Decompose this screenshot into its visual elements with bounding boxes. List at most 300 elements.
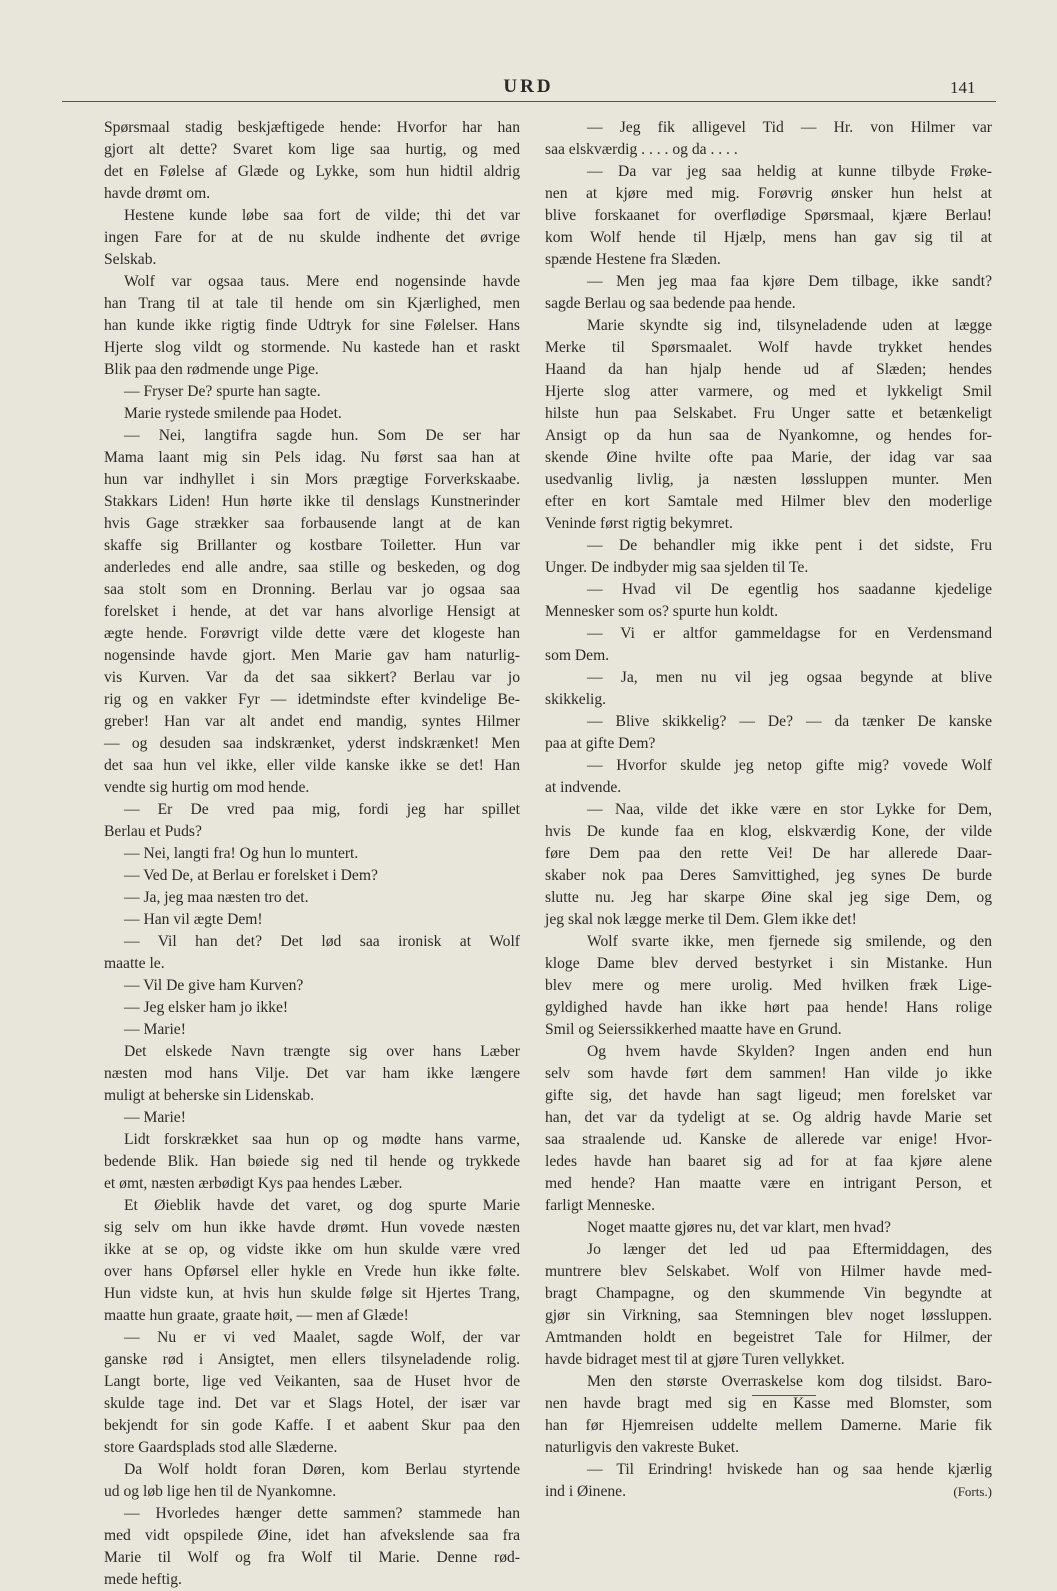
- text-line-content: — Blive skikkelig? — De? — da tænker De kanske: [587, 713, 992, 730]
- text-line: [104, 535, 520, 557]
- text-line: [545, 733, 992, 755]
- text-line: [104, 645, 520, 667]
- text-line: [104, 1415, 520, 1437]
- text-line: [104, 1129, 520, 1151]
- text-line-content: ind i Øinene.: [545, 1483, 626, 1500]
- text-line-content: Men den største Overraskelse kom dog tilsidst. Baro-: [587, 1373, 992, 1390]
- text-line-content: Langt borte, lige ved Veikanten, saa de Huset hvor de: [104, 1373, 520, 1390]
- paragraph: [104, 1129, 520, 1195]
- text-line: [545, 1349, 992, 1371]
- text-line-content: muligt at beherske sin Lidenskab.: [104, 1087, 315, 1104]
- paragraph: [104, 865, 520, 887]
- paragraph: [104, 1459, 520, 1503]
- text-line: [545, 425, 992, 447]
- paragraph: [104, 799, 520, 843]
- text-line-content: — Fryser De? spurte han sagte.: [124, 383, 321, 400]
- text-line-content: Marie til Wolf og fra Wolf til Marie. Denne rød-: [104, 1549, 520, 1566]
- text-line: [104, 1481, 520, 1503]
- text-line-content: rig og en vakker Fyr — idetmindste efter kvindelige Be-: [104, 691, 520, 708]
- text-line-content: saa stolt som en Dronning. Berlau var jo ogsaa saa: [104, 581, 520, 598]
- text-line: [545, 1393, 992, 1415]
- text-line: [104, 1327, 520, 1349]
- text-line: [545, 469, 992, 491]
- text-line-content: havde drømt om.: [104, 185, 211, 202]
- text-line-content: gyldighed havde han ikke hørt paa hende! Hans rolige: [545, 999, 992, 1016]
- text-line: [104, 1525, 520, 1547]
- text-line-content: — Vil De give ham Kurven?: [124, 977, 304, 994]
- text-line-content: ægte hende. Forøvrigt vilde dette være det klogeste han: [104, 625, 520, 642]
- paragraph: [104, 887, 520, 909]
- text-line: [545, 161, 992, 183]
- paragraph: [104, 1195, 520, 1327]
- text-line-content: Hun vidste kun, at hvis hun skulde følge sit Hjertes Trang,: [104, 1285, 520, 1302]
- text-line: [104, 425, 520, 447]
- text-line-content: Berlau et Puds?: [104, 823, 202, 840]
- text-line: [104, 623, 520, 645]
- text-line-content: Noget maatte gjøres nu, det var klart, men hvad?: [587, 1219, 891, 1236]
- text-line-content: over hans Opførsel eller hykle en Vrede hun ikke følte.: [104, 1263, 520, 1280]
- text-line: [104, 1503, 520, 1525]
- text-line: [104, 579, 520, 601]
- text-line: [104, 865, 520, 887]
- text-line-content: han kunde ikke rigtig finde Udtryk for sine Følelser. Hans: [104, 317, 520, 334]
- text-line: [545, 205, 992, 227]
- text-line-content: næsten mod hans Vilje. Det var ham ikke længere: [104, 1065, 520, 1082]
- text-line-content: greber! Han var alt andet end mandig, syntes Hilmer: [104, 713, 520, 730]
- text-line: [545, 557, 992, 579]
- text-line-content: — Da var jeg saa heldig at kunne tilbyde Frøke-: [587, 163, 992, 180]
- text-column-right: [545, 117, 992, 1503]
- text-line-content: han, det var da tydeligt at se. Og aldrig havde Marie set: [545, 1109, 992, 1126]
- text-line-content: bragt Champagne, og den skummende Vin begyndte at: [545, 1285, 992, 1302]
- paragraph: [104, 931, 520, 975]
- text-line-content: saa straalende ud. Kanske de allerede var enige! Hvor-: [545, 1131, 992, 1148]
- text-line: [545, 711, 992, 733]
- text-line: [104, 909, 520, 931]
- text-line-content: — Ved De, at Berlau er forelsket i Dem?: [124, 867, 378, 884]
- paragraph: [545, 315, 992, 535]
- text-line: [545, 1305, 992, 1327]
- text-line-content: ledes havde han baaret sig ad for at faa kjøre alene: [545, 1153, 992, 1170]
- text-line: [104, 689, 520, 711]
- text-line-content: — Er De vred paa mig, fordi jeg har spillet: [124, 801, 520, 818]
- text-line-content: slutte nu. Jeg har skarpe Øine skal jeg sige Dem, og: [545, 889, 992, 906]
- paragraph: [545, 1239, 992, 1371]
- paragraph: [104, 975, 520, 997]
- paragraph: [545, 623, 992, 667]
- text-line: [104, 183, 520, 205]
- text-line-content: Smil og Seierssikkerhed maatte have en Grund.: [545, 1021, 842, 1038]
- text-line-content: Veninde først rigtig bekymret.: [545, 515, 733, 532]
- paragraph: [545, 1217, 992, 1239]
- text-line-content: føre Dem paa den rette Vei! De har allerede Daar-: [545, 845, 992, 862]
- text-line: [104, 447, 520, 469]
- text-line: [104, 359, 520, 381]
- text-line: [104, 1063, 520, 1085]
- text-line: [104, 887, 520, 909]
- text-line-content: usedvanlig livlig, ja næsten løssluppen munter. Men: [545, 471, 992, 488]
- text-line-content: Lidt forskrækket saa hun op og mødte hans varme,: [124, 1131, 520, 1148]
- text-line-content: — Men jeg maa faa kjøre Dem tilbage, ikke sandt?: [587, 273, 992, 290]
- text-line-content: farligt Menneske.: [545, 1197, 655, 1214]
- text-line: [104, 1041, 520, 1063]
- paragraph: [545, 271, 992, 315]
- text-line: [104, 601, 520, 623]
- text-line-content: han Trang til at tale til hende om sin Kjærlighed, men: [104, 295, 520, 312]
- text-line: [545, 1195, 992, 1217]
- text-line-content: at indvende.: [545, 779, 622, 796]
- text-line: [545, 271, 992, 293]
- text-line: [104, 293, 520, 315]
- text-line-content: Og hvem havde Skylden? Ingen anden end hun: [587, 1043, 992, 1060]
- text-line: [104, 315, 520, 337]
- text-line: [545, 1129, 992, 1151]
- text-line-content: Mennesker som os? spurte hun koldt.: [545, 603, 779, 620]
- text-line-content: — Vi er altfor gammeldagse for en Verdensmand: [587, 625, 992, 642]
- text-line: [545, 931, 992, 953]
- page-number: 141: [950, 78, 976, 97]
- text-line-content: hun var indhyllet i sin Mors prægtige Forverkskaabe.: [104, 471, 520, 488]
- text-line-content: — Vil han det? Det lød saa ironisk at Wolf: [124, 933, 520, 950]
- text-line-content: Amtmanden holdt en begeistret Tale for Hilmer, der: [545, 1329, 992, 1346]
- text-line-content: Unger. De indbyder mig saa sjelden til Te.: [545, 559, 809, 576]
- text-line: [104, 1019, 520, 1041]
- text-line: [545, 183, 992, 205]
- text-line: [104, 1393, 520, 1415]
- text-line: [545, 1107, 992, 1129]
- text-line-content: vis Kurven. Var da det saa sikkert? Berlau var jo: [104, 669, 520, 686]
- text-column-left: [104, 117, 520, 1591]
- text-line-content: med hende? Han maatte være en intrigant Person, et: [545, 1175, 992, 1192]
- text-line: [545, 799, 992, 821]
- text-line: [104, 205, 520, 227]
- text-line: [545, 1063, 992, 1085]
- text-line: [545, 117, 992, 139]
- text-line-content: spænde Hestene fra Slæden.: [545, 251, 721, 268]
- paragraph: [104, 843, 520, 865]
- paragraph: [545, 579, 992, 623]
- text-line: [545, 1019, 992, 1041]
- text-line-content: — Marie!: [124, 1109, 186, 1126]
- text-line-content: nen at kjøre med mig. Forøvrig ønsker hun helst at: [545, 185, 992, 202]
- text-line: [104, 755, 520, 777]
- text-line-content: skaffe sig Brillanter og kostbare Toiletter. Hun var: [104, 537, 520, 554]
- text-line-content: Jo længer det led ud paa Eftermiddagen, des: [587, 1241, 992, 1258]
- text-line: [545, 909, 992, 931]
- text-line: [104, 931, 520, 953]
- text-line: [104, 513, 520, 535]
- text-line: [545, 513, 992, 535]
- text-line-content: ikke at se op, og vidste ikke om hun skulde være vred: [104, 1241, 520, 1258]
- text-line: [104, 799, 520, 821]
- text-line: [104, 1547, 520, 1569]
- text-line-content: skikkelig.: [545, 691, 607, 708]
- text-line: [104, 1349, 520, 1371]
- paragraph: [104, 403, 520, 425]
- text-line-content: Merke til Spørsmaalet. Wolf havde trykket hendes: [545, 339, 992, 356]
- text-line: [545, 535, 992, 557]
- text-line: [104, 1085, 520, 1107]
- text-line: [104, 1437, 520, 1459]
- text-line: [104, 337, 520, 359]
- text-line-content: — Jeg fik alligevel Tid — Hr. von Hilmer var: [587, 119, 992, 136]
- text-line: [104, 975, 520, 997]
- text-line: [104, 821, 520, 843]
- text-line-content: — De behandler mig ikke pent i det sidste, Fru: [587, 537, 992, 554]
- text-line: [545, 403, 992, 425]
- text-line-content: kom Wolf hende til Hjælp, mens han gav sig til at: [545, 229, 992, 246]
- text-line-content: Da Wolf holdt foran Døren, kom Berlau styrtende: [124, 1461, 520, 1478]
- text-line: [104, 491, 520, 513]
- text-line-content: maatte le.: [104, 955, 165, 972]
- text-line: [104, 1261, 520, 1283]
- text-line-content: ganske rød i Ansigtet, men ellers tilsyneladende rolig.: [104, 1351, 520, 1368]
- text-line-content: anderledes end alle andre, saa stille og beskeden, og dog: [104, 559, 520, 576]
- text-line-content: bekjendt for sin gode Kaffe. I et aabent Skur paa den: [104, 1417, 520, 1434]
- text-line: [104, 953, 520, 975]
- text-line-content: sagde Berlau og saa bedende paa hende.: [545, 295, 796, 312]
- text-line-content: muntrere blev Selskabet. Wolf von Hilmer havde med-: [545, 1263, 992, 1280]
- text-line: [545, 447, 992, 469]
- text-line-content: Selskab.: [104, 251, 157, 268]
- text-line-content: med vidt opspilede Øine, idet han afvekslende saa fra: [104, 1527, 520, 1544]
- text-line-content: som Dem.: [545, 647, 610, 664]
- text-line: [104, 469, 520, 491]
- paragraph: [545, 1459, 992, 1503]
- text-line-content: Marie skyndte sig ind, tilsyneladende uden at lægge: [587, 317, 992, 334]
- text-line-content: det saa hun vel ikke, eller vilde kanske ikke se det! Han: [104, 757, 520, 774]
- paragraph: [104, 425, 520, 799]
- text-line: [104, 557, 520, 579]
- text-line-content: Hestene kunde løbe saa fort de vilde; thi det var: [124, 207, 520, 224]
- text-line: [104, 1283, 520, 1305]
- text-line-content: naturligvis den vakreste Buket.: [545, 1439, 740, 1456]
- paragraph: [104, 1107, 520, 1129]
- text-line-content: blev mere og mere urolig. Med hvilken fræk Lige-: [545, 977, 992, 994]
- text-line: [104, 139, 520, 161]
- text-line-content: havde bidraget mest til at gjøre Turen vellykket.: [545, 1351, 845, 1368]
- text-line-content: sig selv om hun ikke havde drømt. Hun vovede næsten: [104, 1219, 520, 1236]
- text-line-content: blive forskaanet for overflødige Spørsmaal, kjære Berlau!: [545, 207, 992, 224]
- text-line-content: ingen Fare for at de nu skulde indhente det øvrige: [104, 229, 520, 246]
- paragraph: [104, 271, 520, 381]
- text-line-content: skaber nok paa Deres Samvittighed, jeg synes De burde: [545, 867, 992, 884]
- text-line-content: — Naa, vilde det ikke være en stor Lykke for Dem,: [587, 801, 992, 818]
- paragraph: [545, 755, 992, 799]
- paragraph: [545, 1371, 992, 1459]
- text-line-content: Hjerte slog atter varmere, og med et lykkeligt Smil: [545, 383, 992, 400]
- text-line-content: Wolf svarte ikke, men fjernede sig smilende, og den: [587, 933, 992, 950]
- text-line: [545, 645, 992, 667]
- paragraph: [104, 117, 520, 205]
- text-line: [104, 1151, 520, 1173]
- text-line: [545, 1327, 992, 1349]
- text-line-content: et ømt, næsten ærbødigt Kys paa hendes Læber.: [104, 1175, 403, 1192]
- text-line-content: — og desuden saa indskrænket, yderst indskrænket! Men: [104, 735, 520, 752]
- text-line-content: efter en kort Samtale med Hilmer blev den moderlige: [545, 493, 992, 510]
- text-line-content: vendte sig hurtig om mod hende.: [104, 779, 310, 796]
- text-line-content: saa elskværdig . . . . og da . . . .: [545, 141, 738, 158]
- text-line-content: — Nei, langti fra! Og hun lo muntert.: [124, 845, 359, 862]
- paragraph: [545, 161, 992, 271]
- text-line: [104, 1217, 520, 1239]
- text-line: [545, 1041, 992, 1063]
- paragraph: [545, 799, 992, 931]
- text-line: [545, 491, 992, 513]
- text-line: [545, 997, 992, 1019]
- text-line-content: skulde tage ind. Det var et Slags Hotel, der især var: [104, 1395, 520, 1412]
- text-line: [545, 953, 992, 975]
- text-line-content: store Gaardsplads stod alle Slæderne.: [104, 1439, 338, 1456]
- text-line-content: nen havde bragt med sig en Kasse med Blomster, som: [545, 1395, 992, 1412]
- text-line: [545, 1239, 992, 1261]
- text-line-content: — Hvorfor skulde jeg netop gifte mig? vovede Wolf: [587, 757, 992, 774]
- paragraph: [545, 711, 992, 755]
- text-line-content: maatte hun graate, graate høit, — men af Glæde!: [104, 1307, 409, 1324]
- text-line: [545, 865, 992, 887]
- text-line: [545, 1151, 992, 1173]
- text-line-content: selv som havde ført dem sammen! Han vilde jo ikke: [545, 1065, 992, 1082]
- text-line-content: Wolf var ogsaa taus. Mere end nogensinde havde: [124, 273, 520, 290]
- text-line-content: Mama laant mig sin Pels idag. Nu først saa han at: [104, 449, 520, 466]
- text-line: [545, 887, 992, 909]
- text-line: [545, 293, 992, 315]
- text-line-content: jeg skal nok lægge merke til Dem. Glem ikke det!: [545, 911, 857, 928]
- text-line: [104, 843, 520, 865]
- text-line: [104, 1305, 520, 1327]
- paragraph: [545, 1041, 992, 1217]
- text-line: [104, 997, 520, 1019]
- text-line: [545, 1481, 992, 1503]
- paragraph: [104, 1019, 520, 1041]
- text-line-content: Blik paa den rødmende unge Pige.: [104, 361, 319, 378]
- text-line: [104, 1107, 520, 1129]
- text-line: [545, 1371, 992, 1393]
- text-line-content: Det elskede Navn trængte sig over hans Læber: [124, 1043, 520, 1060]
- text-line: [545, 1283, 992, 1305]
- text-line-content: han før Hjemreisen uddelte mellem Damerne. Marie fik: [545, 1417, 992, 1434]
- paragraph: [104, 1327, 520, 1459]
- text-line: [545, 843, 992, 865]
- text-line-content: nogensinde havde gjort. Men Marie gav ham naturlig-: [104, 647, 520, 664]
- text-line: [104, 249, 520, 271]
- text-line: [545, 1217, 992, 1239]
- text-line-content: gjør sin Virkning, saa Stemningen blev noget løssluppen.: [545, 1307, 992, 1324]
- text-line-content: ud og løb lige hen til de Nyankomne.: [104, 1483, 337, 1500]
- text-line-content: gifte sig, det havde han sagt ligeud; men forelsket var: [545, 1087, 992, 1104]
- text-line: [104, 1459, 520, 1481]
- text-line: [545, 337, 992, 359]
- paragraph: [104, 381, 520, 403]
- paragraph: [104, 909, 520, 931]
- paragraph: [545, 667, 992, 711]
- text-line-content: — Ja, jeg maa næsten tro det.: [124, 889, 309, 906]
- text-line: [545, 1261, 992, 1283]
- text-line-content: — Til Erindring! hviskede han og saa hende kjærlig: [587, 1461, 992, 1478]
- text-line: [545, 755, 992, 777]
- text-line: [104, 1569, 520, 1591]
- text-line: [545, 1437, 992, 1459]
- text-line: [545, 315, 992, 337]
- text-line-content: paa at gifte Dem?: [545, 735, 656, 752]
- text-line-content: — Marie!: [124, 1021, 186, 1038]
- text-line-content: hilste hun paa Selskabet. Fru Unger satte et betænkeligt: [545, 405, 992, 422]
- text-line: [104, 711, 520, 733]
- text-line: [104, 1195, 520, 1217]
- text-line-content: — Nei, langtifra sagde hun. Som De ser har: [124, 427, 520, 444]
- text-line: [545, 601, 992, 623]
- paragraph: [545, 535, 992, 579]
- text-line-content: Et Øieblik havde det varet, og dog spurte Marie: [124, 1197, 520, 1214]
- paragraph: [104, 205, 520, 271]
- text-line: [104, 117, 520, 139]
- text-line-content: det en Følelse af Glæde og Lykke, som hun hidtil aldrig: [104, 163, 520, 180]
- text-line-content: bedende Blik. Han bøiede sig ned til hende og trykkede: [104, 1153, 520, 1170]
- text-line-content: Spørsmaal stadig beskjæftigede hende: Hvorfor har han: [104, 119, 520, 136]
- text-line-content: — Ja, men nu vil jeg ogsaa begynde at blive: [587, 669, 992, 686]
- text-line-content: — Nu er vi ved Maalet, sagde Wolf, der var: [124, 1329, 520, 1346]
- text-line-content: skende Øine hvilte ofte paa Marie, der idag var saa: [545, 449, 992, 466]
- text-line: [545, 381, 992, 403]
- text-line: [545, 1173, 992, 1195]
- text-line: [104, 1173, 520, 1195]
- text-line-content: Ansigt op da hun saa de Nyankomne, og hendes for-: [545, 427, 992, 444]
- text-line-content: Hjerte slog vildt og stormende. Nu kastede han et raskt: [104, 339, 520, 356]
- text-line-content: gjort alt dette? Svaret kom lige saa hurtig, og med: [104, 141, 520, 158]
- text-line-content: forelsket i hende, at det var hans alvorlige Hensigt at: [104, 603, 520, 620]
- text-line: [545, 975, 992, 997]
- text-line-content: hvis De kunde faa en klog, elskværdig Kone, der vilde: [545, 823, 992, 840]
- text-line-content: — Hvorledes hænger dette sammen? stammede han: [124, 1505, 520, 1522]
- text-line-content: Haand da han hjalp hende ud af Slæden; hendes: [545, 361, 992, 378]
- text-line-content: — Jeg elsker ham jo ikke!: [124, 999, 289, 1016]
- text-line: [545, 1459, 992, 1481]
- end-rule: [752, 1395, 816, 1396]
- text-line: [104, 777, 520, 799]
- text-line: [545, 249, 992, 271]
- paragraph: [104, 997, 520, 1019]
- text-line: [545, 821, 992, 843]
- text-line-content: Marie rystede smilende paa Hodet.: [124, 405, 342, 422]
- text-line-content: — Han vil ægte Dem!: [124, 911, 263, 928]
- text-line: [104, 667, 520, 689]
- text-line-content: Stakkars Liden! Hun hørte ikke til denslags Kunstnerinder: [104, 493, 520, 510]
- text-line: [545, 1415, 992, 1437]
- text-line: [545, 777, 992, 799]
- text-line-content: hvis Gage strækker saa forbausende langt at de kan: [104, 515, 520, 532]
- text-line: [104, 1239, 520, 1261]
- paragraph: [104, 1041, 520, 1107]
- text-line: [104, 161, 520, 183]
- text-line: [545, 689, 992, 711]
- text-line: [104, 403, 520, 425]
- text-line: [104, 1371, 520, 1393]
- text-line: [545, 623, 992, 645]
- text-line: [545, 579, 992, 601]
- text-line: [104, 381, 520, 403]
- text-line: [104, 271, 520, 293]
- header-rule: [62, 101, 996, 102]
- text-line: [545, 667, 992, 689]
- text-line: [104, 227, 520, 249]
- paragraph: [545, 117, 992, 161]
- magazine-title: URD: [503, 76, 554, 97]
- text-line: [545, 359, 992, 381]
- continued-note: (Forts.): [953, 1484, 992, 1499]
- paragraph: [104, 1503, 520, 1591]
- text-line: [545, 227, 992, 249]
- text-line: [545, 139, 992, 161]
